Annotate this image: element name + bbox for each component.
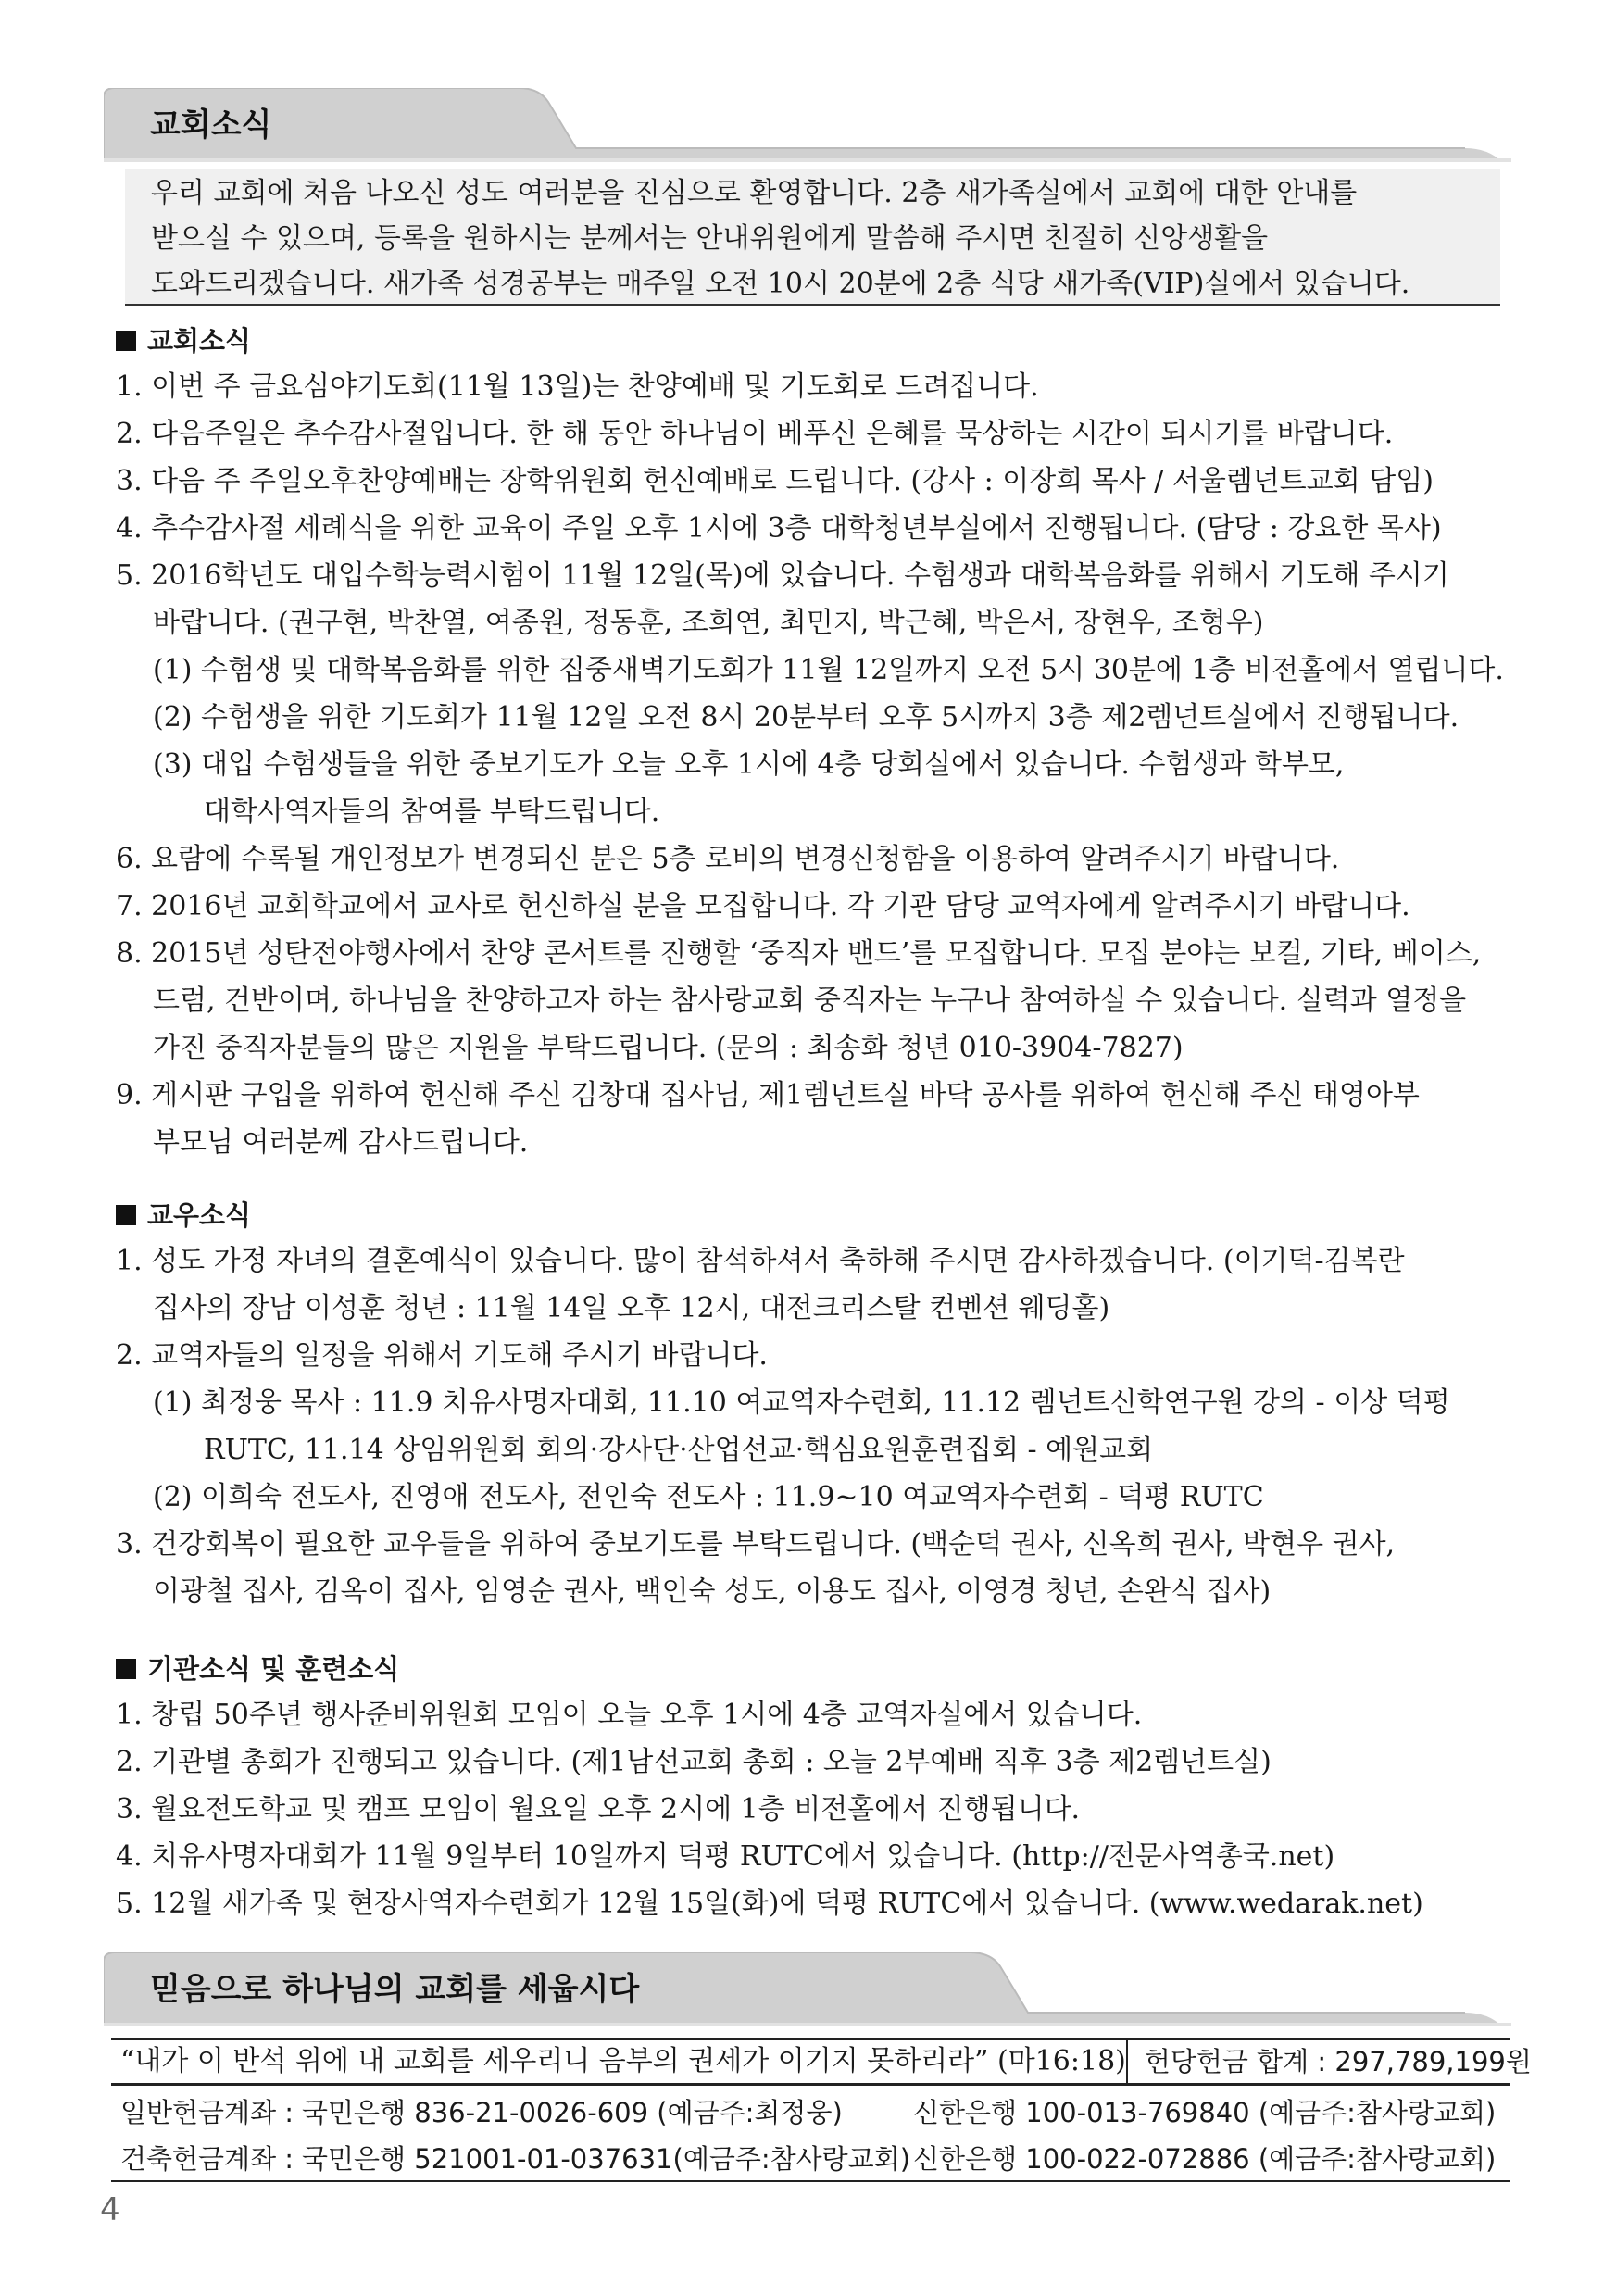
list-item: (1) 수험생 및 대학복음화를 위한 집중새벽기도회가 11월 12일까지 오전 5시 30분에 1층 비전홀에서 열립니다. (153, 654, 1504, 686)
list-item: 3. 월요전도학교 및 캠프 모임이 월요일 오후 2시에 1층 비전홀에서 진행됩니다. (116, 1793, 1081, 1826)
list-item: (2) 이희숙 전도사, 진영애 전도사, 전인숙 전도사 : 11.9~10 여교역자수련회 - 덕평 RUTC (153, 1481, 1264, 1513)
scripture-quote: “내가 이 반석 위에 내 교회를 세우리니 음부의 권세가 이기지 못하리라” (마16:18) (111, 2040, 1128, 2083)
list-item: 드럼, 건반이며, 하나님을 찬양하고자 하는 참사랑교회 중직자는 누구나 참여하실 수 있습니다. 실력과 열정을 (153, 985, 1467, 1017)
account-shinhan: 신한은행 100-013-769840 (예금주:참사랑교회) (913, 2097, 1497, 2128)
list-item: 7. 2016년 교회학교에서 교사로 헌신하실 분을 모집합니다. 각 기관 담당 교역자에게 알려주시기 바랍니다. (116, 890, 1410, 922)
heading-text: 교우소식 (147, 1199, 252, 1231)
list-item: 6. 요람에 수록될 개인정보가 변경되신 분은 5층 로비의 변경신청함을 이용하여 알려주시기 바랍니다. (116, 843, 1340, 875)
list-item: 5. 2016학년도 대입수학능력시험이 11월 12일(목)에 있습니다. 수험생과 대학복음화를 위해서 기도해 주시기 (116, 559, 1449, 592)
header-tab-shape (104, 88, 1511, 162)
list-item: 대학사역자들의 참여를 부탁드립니다. (204, 796, 660, 828)
intro-box (125, 169, 1500, 306)
member-news-list (116, 1237, 1450, 1615)
org-news-list (116, 1691, 1423, 1927)
account-label: 건축헌금계좌 : (120, 2143, 294, 2175)
heading-text: 기관소식 및 훈련소식 (147, 1653, 400, 1685)
account-label: 일반헌금계좌 : (120, 2097, 294, 2128)
list-item: 부모님 여러분께 감사드립니다. (153, 1126, 529, 1159)
church-news-heading (116, 320, 251, 361)
intro-line: 우리 교회에 처음 나오신 성도 여러분을 진심으로 환영합니다. 2층 새가족실에서 교회에 대한 안내를 (151, 177, 1358, 209)
list-item: RUTC, 11.14 상임위원회 회의·강사단·산업선교·핵심요원훈련집회 - 예원교회 (204, 1434, 1154, 1466)
church-news-list (116, 363, 1504, 1166)
section-header-church-news (104, 88, 1511, 162)
list-item: 이광철 집사, 김옥이 집사, 임영순 권사, 백인숙 성도, 이용도 집사, 이영경 청년, 손완식 집사) (153, 1575, 1272, 1608)
list-item: (3) 대입 수험생들을 위한 중보기도가 오늘 오후 1시에 4층 당회실에서 있습니다. 수험생과 학부모, (153, 748, 1345, 781)
list-item: 집사의 장남 이성훈 청년 : 11월 14일 오후 12시, 대전크리스탈 컨벤션 웨딩홀) (153, 1292, 1110, 1324)
page-title: 교회소식 (150, 107, 272, 144)
list-item: 2. 교역자들의 일정을 위해서 기도해 주시기 바랍니다. (116, 1339, 768, 1372)
list-item: 4. 치유사명자대회가 11월 9일부터 10일까지 덕평 RUTC에서 있습니다. (http://전문사역총국.net) (116, 1840, 1335, 1873)
org-news-heading (116, 1649, 399, 1689)
footer-divider (111, 2180, 1510, 2182)
square-bullet-icon (116, 1659, 136, 1679)
account-shinhan: 신한은행 100-022-072886 (예금주:참사랑교회) (913, 2143, 1497, 2175)
intro-line: 받으실 수 있으며, 등록을 원하시는 분께서는 안내위원에게 말씀해 주시면 친절히 신앙생활을 (151, 222, 1269, 255)
account-row-building (120, 2136, 1510, 2182)
list-item: 1. 성도 가정 자녀의 결혼예식이 있습니다. 많이 참석하셔서 축하해 주시면 감사하겠습니다. (이기덕-김복란 (116, 1245, 1405, 1277)
list-item: 1. 이번 주 금요심야기도회(11월 13일)는 찬양예배 및 기도회로 드려집니다. (116, 370, 1039, 403)
list-item: 2. 다음주일은 추수감사절입니다. 한 해 동안 하나님이 베푸신 은혜를 묵상하는 시간이 되시기를 바랍니다. (116, 418, 1394, 450)
list-item: 5. 12월 새가족 및 현장사역자수련회가 12월 15일(화)에 덕평 RUTC에서 있습니다. (www.wedarak.net) (116, 1888, 1423, 1920)
footer-title: 믿음으로 하나님의 교회를 세웁시다 (150, 1971, 640, 2008)
member-news-heading (116, 1195, 251, 1236)
bank-accounts (120, 2089, 1510, 2182)
list-item: 가진 중직자분들의 많은 지원을 부탁드립니다. (문의 : 최송화 청년 010-3904-7827) (153, 1032, 1184, 1064)
list-item: 9. 게시판 구입을 위하여 헌신해 주신 김창대 집사님, 제1렘넌트실 바닥 공사를 위하여 헌신해 주신 태영아부 (116, 1079, 1420, 1111)
list-item: 4. 추수감사절 세례식을 위한 교육이 주일 오후 1시에 3층 대학청년부실에서 진행됩니다. (담당 : 강요한 목사) (116, 512, 1442, 545)
list-item: (2) 수험생을 위한 기도회가 11월 12일 오전 8시 20분부터 오후 5시까지 3층 제2렘넌트실에서 진행됩니다. (153, 701, 1459, 734)
offering-total: 헌당헌금 합계 : 297,789,199원 (1144, 2046, 1532, 2077)
account-kb: 국민은행 836-21-0026-609 (예금주:최정웅) (302, 2097, 843, 2128)
section-header-footer (104, 1952, 1511, 2026)
quote-row (111, 2038, 1532, 2086)
page-number: 4 (100, 2191, 120, 2228)
list-item: 3. 다음 주 주일오후찬양예배는 장학위원회 헌신예배로 드립니다. (강사 : 이장희 목사 / 서울렘넌트교회 담임) (116, 465, 1434, 497)
heading-text: 교회소식 (147, 325, 252, 357)
account-kb: 국민은행 521001-01-037631(예금주:참사랑교회) (302, 2143, 911, 2175)
intro-line: 도와드리겠습니다. 새가족 성경공부는 매주일 오전 10시 20분에 2층 식당 새가족(VIP)실에서 있습니다. (151, 268, 1410, 300)
list-item: 바랍니다. (권구현, 박찬열, 여종원, 정동훈, 조희연, 최민지, 박근혜, 박은서, 장현우, 조형우) (153, 607, 1264, 639)
list-item: 2. 기관별 총회가 진행되고 있습니다. (제1남선교회 총회 : 오늘 2부예배 직후 3층 제2렘넌트실) (116, 1746, 1272, 1778)
list-item: 8. 2015년 성탄전야행사에서 찬양 콘서트를 진행할 ‘중직자 밴드’를 모집합니다. 모집 분야는 보컬, 기타, 베이스, (116, 937, 1482, 970)
list-item: 3. 건강회복이 필요한 교우들을 위하여 중보기도를 부탁드립니다. (백순덕 권사, 신옥희 권사, 박현우 권사, (116, 1528, 1396, 1561)
list-item: (1) 최정웅 목사 : 11.9 치유사명자대회, 11.10 여교역자수련회, 11.12 렘넌트신학연구원 강의 - 이상 덕평 (153, 1386, 1450, 1419)
square-bullet-icon (116, 1205, 136, 1225)
square-bullet-icon (116, 331, 136, 351)
list-item: 1. 창립 50주년 행사준비위원회 모임이 오늘 오후 1시에 4층 교역자실에서 있습니다. (116, 1699, 1143, 1731)
account-row-general (120, 2089, 1510, 2136)
